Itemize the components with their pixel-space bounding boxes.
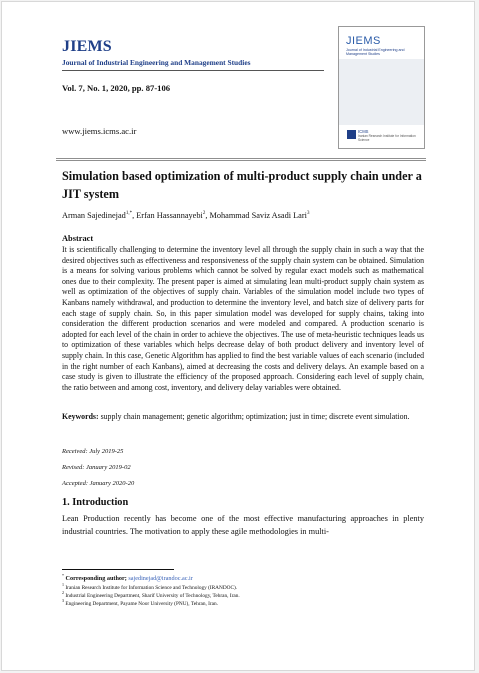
journal-cover-image [338, 26, 425, 149]
journal-full-name: Journal of Industrial Engineering and Management Studies [62, 58, 251, 67]
footnote-affiliation-3: $^3$ Engineering Department, Payame Noor University (PNU), Tehran, Iran. [62, 598, 218, 607]
keywords-text: supply chain management; genetic algorithm; optimization; just in time; discrete event simulation. [98, 412, 410, 421]
revised-date: Revised: January 2019-02 [62, 464, 131, 471]
cover-title: JIEMS [346, 35, 381, 47]
author-list: Arman Sajedinejad$^{1,*}$, Erfan Hassannayebi$^2$, Mohammad Saviz Asadi Lari$^3$ [62, 211, 310, 220]
affiliation-text: Iranian Research Institute for Information Science and Technology (IRANDOC). [65, 584, 238, 591]
author-name: Erfan Hassannayebi [136, 211, 203, 220]
corresponding-email-link[interactable]: sajedinejad@irandoc.ac.ir [128, 575, 193, 583]
cover-band [339, 59, 424, 125]
cover-publisher-full: Iranian Research Institute for Information Science [358, 134, 416, 142]
keywords-label: Keywords: [62, 412, 99, 421]
received-date: Received: July 2019-25 [62, 448, 124, 455]
abstract-text: It is scientifically challenging to determine the inventory level all through the supply chain in such a way that the desired objectives such as effectiveness and responsiveness of the supply chain system can be obtained. Simulation is a means for solving various problems which cannot be solved by regular exact models such as mathematical ones due to their complexity. The present paper is aimed at simulating lean multi-product supply chain system as well as optimization of the objectives of supply chain. Variables of the simulation model include two types of Kanbans namely withdrawal, and production to determine the inventory level, and batch size of delivery parts for each stage of supply chain. So, in this paper simulation model was developed for supply chains, taking into consideration the different production scenarios and were modeled and compared. A production scenario is adopted for each level of the chain in order to achieve the objectives. The use of meta-heuristic techniques leads us to optimization of these variables which helps decrease delay of both product delivery and inventory level of supply chain. In this case, Genetic Algorithm has applied to find the best variable values of each scenario (included in the right number of each Kanbans), aimed at decreasing the costs and delivery delays. An example based on a case study is given to illustrate the efficiency of the proposed approach. Considering each level of supply chain, the ratio between and among cost, inventory, and delivery delay variables were obtained. [62, 245, 424, 392]
introduction-text: Lean Production recently has become one of the most effective manufacturing approaches in plenty industrial countries. The motivation to apply these agile methodologies in multi- [62, 514, 424, 536]
author-affiliation-mark: 3 [306, 211, 310, 217]
corresponding-label: Corresponding author; [65, 575, 127, 583]
header-rule [62, 70, 324, 71]
author-name: Mohammad Saviz Asadi Lari [209, 211, 307, 220]
footnote-corresponding: * Corresponding author; sajedinejad@irandoc.ac.ir [62, 573, 193, 583]
journal-abbreviation: JIEMS [62, 38, 112, 55]
cover-subtitle: Journal of Industrial Engineering and Management Studies [346, 48, 405, 57]
accepted-date: Accepted: January 2020-20 [62, 480, 135, 487]
affiliation-text: Industrial Engineering Department, Sharif University of Technology, Tehran, Iran. [65, 592, 240, 599]
publisher-logo-icon [347, 130, 356, 139]
article-title: Simulation based optimization of multi-product supply chain under a JIT system [62, 169, 422, 201]
introduction-heading: 1. Introduction [62, 497, 129, 508]
footnote-affiliation-2: $^2$ Industrial Engineering Department, Sharif University of Technology, Tehran, Iran. [62, 590, 240, 599]
journal-page [1, 1, 475, 671]
volume-info: Vol. 7, No. 1, 2020, pp. 87-106 [62, 83, 171, 93]
journal-website[interactable]: www.jiems.icms.ac.ir [62, 126, 137, 136]
keywords [62, 412, 424, 423]
footnote-affiliation-1: $^1$ Iranian Research Institute for Information Science and Technology (IRANDOC). [62, 582, 238, 591]
author-affiliation-mark: 2 [202, 211, 206, 217]
author-name: Arman Sajedinejad [62, 211, 126, 220]
abstract-heading: Abstract [62, 234, 94, 243]
footnote-rule [62, 569, 174, 570]
cover-publisher: ICMS [358, 129, 369, 134]
author-affiliation-mark: 1,* [125, 211, 133, 217]
header-divider [56, 158, 426, 161]
affiliation-text: Engineering Department, Payame Noor University (PNU), Tehran, Iran. [65, 600, 218, 607]
